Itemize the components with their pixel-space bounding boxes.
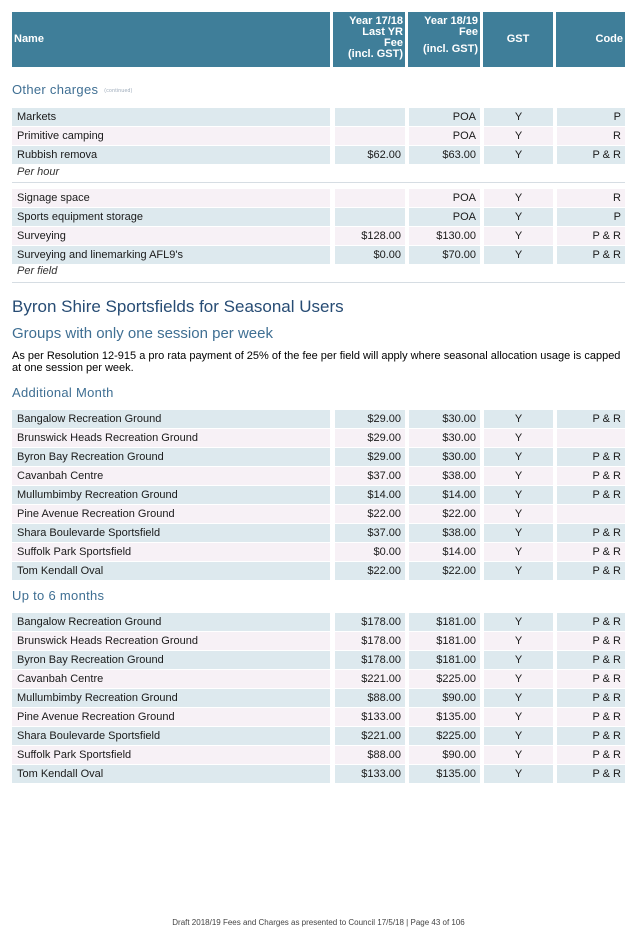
cell-fee-1718 [335,189,405,207]
cell-fee-1718: $29.00 [335,429,405,447]
cell-fee-1819: $135.00 [409,708,480,726]
cell-gst: Y [484,746,553,764]
table-row [12,486,625,504]
cell-code: P & R [557,146,625,164]
cell-fee-1819: $38.00 [409,524,480,542]
resolution-paragraph: As per Resolution 12-915 a pro rata payment of 25% of the fee per field will apply where seasonal allocation usage is capped at one session per week. [12,350,621,374]
cell-name: Brunswick Heads Recreation Ground [12,429,330,447]
cell-fee-1819: $181.00 [409,632,480,650]
divider [12,282,625,283]
cell-fee-1718: $14.00 [335,486,405,504]
cell-name: Sports equipment storage [12,208,330,226]
cell-code: R [557,127,625,145]
cell-fee-1718: $88.00 [335,746,405,764]
table-row [12,746,625,764]
table-row [12,127,625,145]
cell-name: Surveying and linemarking AFL9's [12,246,330,264]
cell-fee-1718 [335,208,405,226]
cell-name: Pine Avenue Recreation Ground [12,505,330,523]
cell-code: P & R [557,727,625,745]
cell-name: Suffolk Park Sportsfield [12,543,330,561]
cell-fee-1718: $128.00 [335,227,405,245]
cell-name: Cavanbah Centre [12,670,330,688]
cell-name: Markets [12,108,330,126]
header-name: Name [12,12,330,67]
cell-gst: Y [484,227,553,245]
cell-fee-1718: $22.00 [335,505,405,523]
cell-gst: Y [484,689,553,707]
section-title: Other charges [12,82,99,97]
cell-fee-1819: $30.00 [409,410,480,428]
cell-code: P & R [557,562,625,580]
cell-code: P & R [557,613,625,631]
cell-code: P & R [557,448,625,466]
cell-fee-1819: $70.00 [409,246,480,264]
cell-name: Pine Avenue Recreation Ground [12,708,330,726]
cell-gst: Y [484,651,553,669]
table-row [12,543,625,561]
cell-fee-1718: $37.00 [335,524,405,542]
table-row [12,448,625,466]
cell-fee-1718: $221.00 [335,727,405,745]
cell-code: P & R [557,524,625,542]
table-row [12,108,625,126]
cell-code: P & R [557,708,625,726]
table-row [12,613,625,631]
cell-code: P & R [557,486,625,504]
cell-name: Mullumbimby Recreation Ground [12,486,330,504]
table-row [12,208,625,226]
cell-fee-1819: $22.00 [409,505,480,523]
cell-fee-1819: POA [409,127,480,145]
header-year-1718 [333,12,405,67]
cell-fee-1819: $181.00 [409,613,480,631]
cell-fee-1819: $181.00 [409,651,480,669]
cell-name: Bangalow Recreation Ground [12,410,330,428]
header-year-1819 [408,12,480,67]
table-row [12,429,625,447]
cell-fee-1819: $14.00 [409,543,480,561]
cell-name: Byron Bay Recreation Ground [12,651,330,669]
table-row [12,467,625,485]
cell-fee-1718 [335,127,405,145]
cell-code: P [557,208,625,226]
cell-fee-1819: $90.00 [409,689,480,707]
cell-fee-1819: $30.00 [409,429,480,447]
cell-gst: Y [484,543,553,561]
cell-gst: Y [484,467,553,485]
cell-code: P & R [557,689,625,707]
cell-fee-1718: $178.00 [335,613,405,631]
cell-name: Mullumbimby Recreation Ground [12,689,330,707]
table-row [12,227,625,245]
cell-fee-1819: $225.00 [409,727,480,745]
cell-fee-1819: $63.00 [409,146,480,164]
cell-code [557,505,625,523]
cell-code: P & R [557,467,625,485]
cell-name: Bangalow Recreation Ground [12,613,330,631]
table-row [12,524,625,542]
table-row [12,410,625,428]
cell-fee-1718: $178.00 [335,651,405,669]
cell-name: Rubbish remova [12,146,330,164]
table-row [12,632,625,650]
cell-code: P & R [557,410,625,428]
cell-code [557,429,625,447]
subtitle: Groups with only one session per week [12,325,273,342]
cell-code: P [557,108,625,126]
cell-fee-1718: $178.00 [335,632,405,650]
cell-name: Shara Boulevarde Sportsfield [12,524,330,542]
cell-gst: Y [484,708,553,726]
table-row [12,689,625,707]
cell-name: Cavanbah Centre [12,467,330,485]
cell-code: R [557,189,625,207]
cell-fee-1718: $62.00 [335,146,405,164]
cell-code: P & R [557,246,625,264]
cell-code: P & R [557,765,625,783]
cell-code: P & R [557,543,625,561]
cell-code: P & R [557,670,625,688]
page-title: Byron Shire Sportsfields for Seasonal Users [12,297,344,316]
note-per-field: Per field [17,265,58,277]
header-gst: GST [483,12,553,67]
cell-gst: Y [484,429,553,447]
cell-name: Brunswick Heads Recreation Ground [12,632,330,650]
table-row [12,146,625,164]
cell-name: Primitive camping [12,127,330,145]
cell-fee-1718: $29.00 [335,410,405,428]
cell-fee-1819: $130.00 [409,227,480,245]
table-row [12,562,625,580]
header-y2-l1: Year 18/19 [424,15,478,27]
section-additional-month: Additional Month [12,385,114,400]
cell-gst: Y [484,524,553,542]
cell-fee-1819: $135.00 [409,765,480,783]
header-y1-l2: Last YR [362,26,403,38]
table-row [12,651,625,669]
cell-fee-1718: $0.00 [335,543,405,561]
cell-fee-1718: $37.00 [335,467,405,485]
table-row [12,708,625,726]
cell-fee-1819: POA [409,189,480,207]
cell-code: P & R [557,746,625,764]
cell-gst: Y [484,562,553,580]
cell-fee-1718 [335,108,405,126]
cell-fee-1718: $29.00 [335,448,405,466]
page-footer: Draft 2018/19 Fees and Charges as presented to Council 17/5/18 | Page 43 of 106 [172,918,465,927]
header-y2-l2: Fee [459,26,478,38]
cell-gst: Y [484,189,553,207]
cell-fee-1718: $133.00 [335,708,405,726]
cell-gst: Y [484,208,553,226]
table-row [12,505,625,523]
cell-gst: Y [484,727,553,745]
cell-gst: Y [484,486,553,504]
cell-gst: Y [484,448,553,466]
cell-gst: Y [484,632,553,650]
cell-name: Signage space [12,189,330,207]
cell-fee-1718: $221.00 [335,670,405,688]
cell-fee-1819: POA [409,208,480,226]
table-header [12,12,625,67]
table-row [12,670,625,688]
cell-gst: Y [484,613,553,631]
cell-fee-1819: $38.00 [409,467,480,485]
cell-code: P & R [557,651,625,669]
note-per-hour: Per hour [17,166,60,178]
header-y1-l1: Year 17/18 [349,15,403,27]
cell-fee-1819: $90.00 [409,746,480,764]
cell-fee-1819: $30.00 [409,448,480,466]
cell-code: P & R [557,632,625,650]
divider [12,182,625,183]
cell-name: Surveying [12,227,330,245]
cell-fee-1718: $0.00 [335,246,405,264]
cell-name: Shara Boulevarde Sportsfield [12,727,330,745]
cell-gst: Y [484,410,553,428]
cell-fee-1718: $22.00 [335,562,405,580]
cell-gst: Y [484,505,553,523]
cell-name: Tom Kendall Oval [12,765,330,783]
section-other-charges [12,82,133,97]
cell-name: Byron Bay Recreation Ground [12,448,330,466]
table-row [12,727,625,745]
cell-fee-1819: $22.00 [409,562,480,580]
header-y2-l3: (incl. GST) [423,43,478,55]
table-row [12,765,625,783]
cell-fee-1819: $225.00 [409,670,480,688]
table-row [12,189,625,207]
section-six-months: Up to 6 months [12,588,105,603]
cell-fee-1718: $88.00 [335,689,405,707]
cell-name: Tom Kendall Oval [12,562,330,580]
cell-fee-1718: $133.00 [335,765,405,783]
cell-gst: Y [484,127,553,145]
cell-gst: Y [484,765,553,783]
header-y1-l3: Fee [384,37,403,49]
header-code: Code [556,12,625,67]
table-row [12,246,625,264]
section-tiny-note: (continued) [104,87,133,94]
cell-gst: Y [484,108,553,126]
cell-name: Suffolk Park Sportsfield [12,746,330,764]
cell-fee-1819: $14.00 [409,486,480,504]
cell-gst: Y [484,246,553,264]
cell-fee-1819: POA [409,108,480,126]
cell-code: P & R [557,227,625,245]
header-y1-l4: (incl. GST) [348,48,403,60]
cell-gst: Y [484,670,553,688]
cell-gst: Y [484,146,553,164]
